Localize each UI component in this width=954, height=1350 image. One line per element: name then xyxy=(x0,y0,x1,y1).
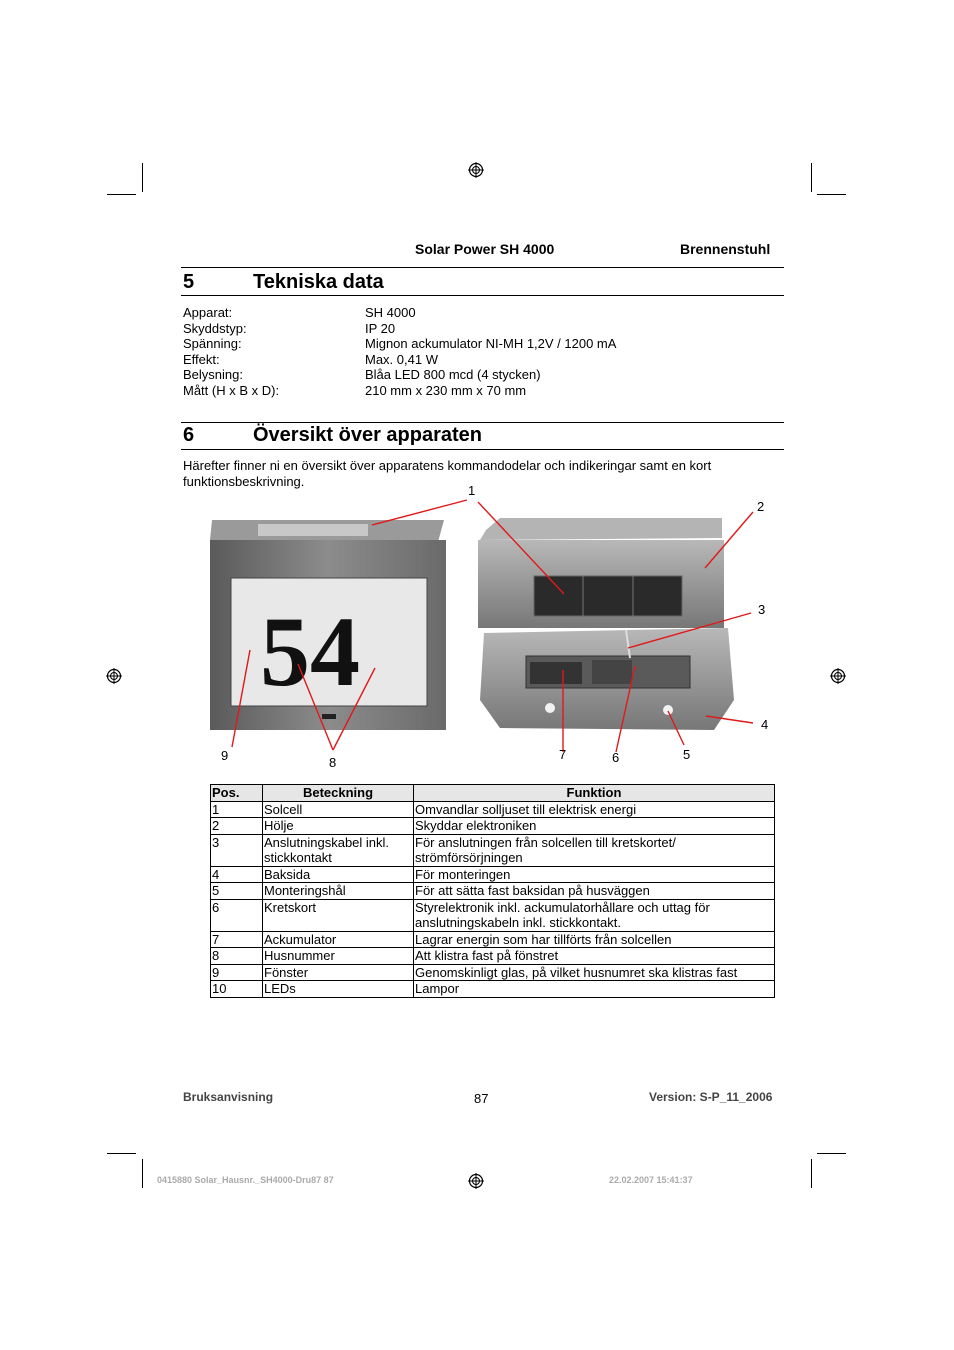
table-row xyxy=(211,931,775,948)
header-rule xyxy=(181,267,784,268)
page-number: 87 xyxy=(474,1091,489,1106)
registration-mark-icon xyxy=(106,668,122,684)
section-6-rule xyxy=(181,449,784,450)
table-cell: Skyddar elektroniken xyxy=(414,818,775,835)
table-row xyxy=(211,818,775,835)
table-row xyxy=(211,801,775,818)
spec-value: 210 mm x 230 mm x 70 mm xyxy=(365,382,527,398)
section-5-number: 5 xyxy=(183,271,195,293)
table-cell: För anslutningen från solcellen till kretskortet/ strömförsörjningen xyxy=(414,834,775,866)
crop-mark xyxy=(817,1153,846,1154)
table-cell: 7 xyxy=(211,931,263,948)
table-cell: 1 xyxy=(211,801,263,818)
spec-row xyxy=(183,367,743,383)
callout-number: 9 xyxy=(221,748,229,763)
parts-table xyxy=(210,784,775,998)
table-cell: Fönster xyxy=(263,964,414,981)
table-row xyxy=(211,834,775,866)
spec-row xyxy=(183,352,743,368)
column-header: Funktion xyxy=(414,785,775,802)
print-slug-file: 0415880 Solar_Hausnr._SH4000-Dru87 87 xyxy=(157,1175,334,1185)
registration-mark-icon xyxy=(468,1173,484,1189)
table-row xyxy=(211,981,775,998)
table-cell: Baksida xyxy=(263,866,414,883)
table-cell: Omvandlar solljuset till elektrisk energi xyxy=(414,801,775,818)
table-cell: Hölje xyxy=(263,818,414,835)
table-cell: Att klistra fast på fönstret xyxy=(414,948,775,965)
crop-mark xyxy=(107,194,136,195)
open-unit-top-photo xyxy=(478,518,724,628)
table-cell: Kretskort xyxy=(263,899,414,931)
registration-mark-icon xyxy=(468,162,484,178)
spec-value: SH 4000 xyxy=(365,305,416,320)
section-6-title: Översikt över apparaten xyxy=(253,424,482,446)
footer-version: Version: S-P_11_2006 xyxy=(649,1090,773,1104)
crop-mark xyxy=(142,163,143,192)
table-cell: 2 xyxy=(211,818,263,835)
table-cell: Solcell xyxy=(263,801,414,818)
table-cell: Styrelektronik inkl. ackumulatorhållare och uttag för anslutningskabeln inkl. stickkontakt. xyxy=(414,899,775,931)
spec-value: Max. 0,41 W xyxy=(365,351,438,367)
spec-label: Belysning: xyxy=(183,367,243,383)
table-cell: För att sätta fast baksidan på husväggen xyxy=(414,883,775,900)
callout-number: 5 xyxy=(683,747,691,762)
crop-mark xyxy=(142,1159,143,1188)
table-cell: Genomskinligt glas, på vilket husnumret ska klistras fast xyxy=(414,964,775,981)
crop-mark xyxy=(107,1153,136,1154)
section-5-rule xyxy=(181,295,784,296)
callout-number: 3 xyxy=(758,602,766,617)
table-cell: 10 xyxy=(211,981,263,998)
section-5-title: Tekniska data xyxy=(253,271,384,293)
product-figure xyxy=(200,490,790,780)
section-6-heading xyxy=(183,424,783,448)
table-header-row xyxy=(211,785,775,802)
table-row xyxy=(211,964,775,981)
table-cell: Monteringshål xyxy=(263,883,414,900)
callout-number: 8 xyxy=(329,755,337,770)
table-cell: 8 xyxy=(211,948,263,965)
table-cell: 9 xyxy=(211,964,263,981)
spec-value: Mignon ackumulator NI-MH 1,2V / 1200 mA xyxy=(365,336,617,352)
table-cell: 3 xyxy=(211,834,263,866)
spec-value: Blåa LED 800 mcd (4 stycken) xyxy=(365,367,541,383)
intro-paragraph: Härefter finner ni en översikt över apparatens kommandodelar och indikeringar samt en kort funktionsbeskrivning. xyxy=(183,458,712,489)
table-cell: Lampor xyxy=(414,981,775,998)
column-header: Pos. xyxy=(211,785,263,802)
spec-label: Mått (H x B x D): xyxy=(183,382,280,398)
spec-label: Effekt: xyxy=(183,351,220,367)
crop-mark xyxy=(817,194,846,195)
spec-list xyxy=(183,305,743,399)
spec-label: Apparat: xyxy=(183,305,233,320)
crop-mark xyxy=(811,163,812,192)
table-cell: 5 xyxy=(211,883,263,900)
table-cell: För monteringen xyxy=(414,866,775,883)
table-row xyxy=(211,899,775,931)
section-6-number: 6 xyxy=(183,424,195,446)
spec-label: Skyddstyp: xyxy=(183,320,247,336)
footer-manual-label: Bruksanvisning xyxy=(183,1090,274,1104)
registration-mark-icon xyxy=(830,668,846,684)
table-cell: LEDs xyxy=(263,981,414,998)
table-row xyxy=(211,948,775,965)
table-row xyxy=(211,866,775,883)
callout-number: 1 xyxy=(468,483,476,498)
callout-number: 7 xyxy=(559,747,567,762)
spec-row xyxy=(183,336,743,352)
front-view-photo xyxy=(210,520,446,730)
table-cell: Husnummer xyxy=(263,948,414,965)
table-cell: Anslutningskabel inkl. stickkontakt xyxy=(263,834,414,866)
spec-row xyxy=(183,383,743,399)
callout-number: 6 xyxy=(612,750,620,765)
open-unit-bottom-photo xyxy=(480,628,734,730)
section-5-heading xyxy=(183,271,783,295)
table-cell: Lagrar energin som har tillförts från solcellen xyxy=(414,931,775,948)
table-cell: Ackumulator xyxy=(263,931,414,948)
section-6-top-rule xyxy=(181,422,784,423)
spec-row xyxy=(183,305,743,321)
crop-mark xyxy=(811,1159,812,1188)
spec-value: IP 20 xyxy=(365,320,396,336)
spec-label: Spänning: xyxy=(183,336,242,352)
spec-row xyxy=(183,321,743,337)
print-slug-date: 22.02.2007 15:41:37 xyxy=(609,1175,693,1185)
house-number-text: 54 xyxy=(260,596,360,707)
header-product: Solar Power SH 4000 xyxy=(415,241,555,257)
column-header: Beteckning xyxy=(263,785,414,802)
table-cell: 6 xyxy=(211,899,263,931)
table-row xyxy=(211,883,775,900)
callout-number: 4 xyxy=(761,717,769,732)
callout-number: 2 xyxy=(757,499,765,514)
header-brand: Brennenstuhl xyxy=(680,241,771,257)
table-cell: 4 xyxy=(211,866,263,883)
